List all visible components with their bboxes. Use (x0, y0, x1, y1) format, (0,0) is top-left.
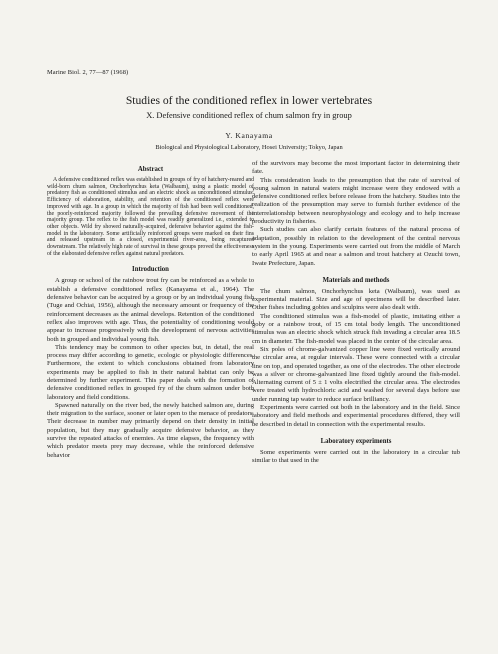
methods-heading: Materials and methods (322, 276, 390, 284)
paragraph: This tendency may be common to other species but, in detail, the real process may differ according to genetic, ecologic or physiologic differences. Furthermore, the extent to which conclusions obtained from laboratory experiments may be applied to fish in their natural habitat can only be determined by further experiment. This paper deals with the formation of defensive conditioned reflex in grouped fry of the chum salmon under both laboratory and field conditions. (47, 343, 254, 401)
left-column (47, 166, 254, 460)
paragraph: The conditioned stimulus was a fish-model of plastic, imitating either a goby or a rainbow trout, of 15 cm total body length. The unconditioned stimulus was an electric shock which struck fish invading a circular area 18.5 cm in diameter. The fish-model was placed in the center of the circular area. (252, 312, 460, 345)
lab-experiments-heading: Laboratory experiments (320, 437, 392, 445)
paragraph: This consideration leads to the presumption that the rate of survival of young salmon in natural waters might increase were they endowed with a defensive conditioned reflex before release from the hatchery. Studies into the realization of the presumption may serve to furnish further evidence of the interrelationship between neurophysiology and ecology and to help increase productivity in fisheries. (252, 176, 460, 226)
methods-section (252, 277, 460, 429)
paragraph: Spawned naturally on the river bed, the newly hatched salmon are, during their migration to the surface, sooner or later open to the menace of predators. Their decrease in number may primarily depend on their density in initial population, but they may gradually acquire defensive behavior, as they survive the repeated attacks of enemies. As time elapses, the frequency with which predator meets prey may decrease, while the reinforced defensive behavior (47, 401, 254, 459)
abstract-text: A defensive conditioned reflex was established in groups of fry of hatchery-reared and wild-born chum salmon, Onchorhynchus keta (Walbaum), using a plastic model of predatory fish as conditioned stimulus and an electric shock as unconditioned stimulus. Efficiency of elaboration, stability, and retention of the conditioned reflex were improved with age. In a group in which the majority of fish had been well conditioned, the poorly-reinforced majority followed the prevailing defensive movement of the majority group. The reflex to the fish model was readily generalized i.e., extended to other objects. Wild fry showed naturally-acquired, defensive behavior against the fish-model in the laboratory. Some artificially reinforced groups were marked on their fins and released upstream in a closed, experimental river-area, being recaptured downstream. The relatively high rate of survival in these groups proved the effectiveness of the elaborated defensive reflex against natural predators. (47, 177, 254, 257)
author-affiliation: Biological and Physiological Laboratory, Hosei University; Tokyo, Japan (155, 144, 343, 151)
paragraph: Experiments were carried out both in the laboratory and in the field. Since laboratory and field methods and experimental procedures differed, they will be described in detail in connection with the experimental results. (252, 404, 460, 428)
abstract-heading: Abstract (137, 166, 164, 173)
lab-experiments-section (252, 438, 460, 466)
journal-citation: Marine Biol. 2, 77—87 (1968) (47, 69, 129, 76)
paragraph: Six poles of chrome-galvanized copper line were fixed vertically around the circular area, at regular intervals. These were connected with a circular line on top, and operated together, as one of the electrodes. The other electrode was a silver or chrome-galvanized line fixed tightly around the fish-model. Alternating current of 5 ± 1 volts electrified the circular area. The electrodes were treated with hydrochloric acid and washed for several days before use under running tap water to reduce surface brilliancy. (252, 345, 460, 403)
article-title: Studies of the conditioned reflex in lower vertebrates (125, 94, 373, 107)
paragraph: A group or school of the rainbow trout fry can be reinforced as a whole to establish a defensive conditioned reflex (Kanayama et al., 1964). The defensive behavior can be acquired by a group or by an individual young fish (Tuge and Ochiai, 1956), although the necessary amount or frequency of the reinforcement decreases as the animal develops. Retention of the conditioned reflex also improves with age. Thus, the potentiality of conditioning would appear to increase progressively with the development of nervous activities both in grouped and individual young fish. (47, 277, 254, 343)
paragraph: Some experiments were carried out in the laboratory in a circular tub similar to that used in the (252, 448, 460, 465)
introduction-section (47, 266, 254, 460)
paragraph: of the survivors may become the most important factor in determining their fate. (252, 160, 460, 176)
right-column (252, 160, 460, 466)
abstract-section (47, 166, 254, 257)
paragraph: The chum salmon, Onchorhynchus keta (Walbaum), was used as experimental material. Size and age of specimens will be described later. Other fishes including gobies and sculpins were also dealt with. (252, 287, 460, 312)
paragraph: Such studies can also clarify certain features of the natural process of adaptation, possibly in relation to the development of the central nervous system in the young. Experiments were carried out from the middle of March to early April 1965 at and near a salmon and trout hatchery at Ozuchi town, Iwate Prefecture, Japan. (252, 226, 460, 267)
article-author: Y. Kanayama (225, 131, 273, 140)
introduction-heading: Introduction (132, 266, 169, 274)
article-subtitle: X. Defensive conditioned reflex of chum salmon fry in group (146, 111, 352, 120)
